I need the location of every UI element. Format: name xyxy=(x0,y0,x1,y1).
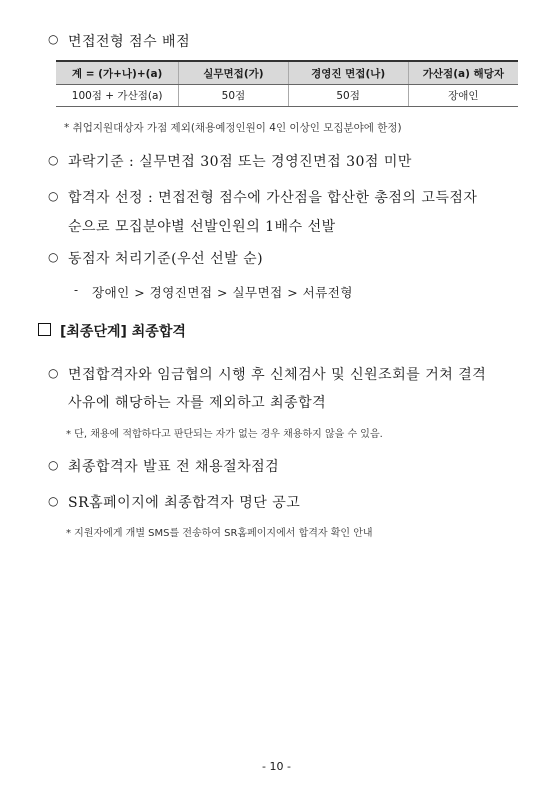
bullet-circle: ○ xyxy=(48,458,59,472)
table-cell: 장애인 xyxy=(408,85,518,107)
section-checkbox-icon xyxy=(38,323,51,336)
item-selection-line1: 합격자 선정 : 면접전형 점수에 가산점을 합산한 총점의 고득점자 xyxy=(68,190,478,206)
item-selection-line2: 순으로 모집분야별 선발인원의 1배수 선발 xyxy=(68,219,336,235)
item-announcement: SR홈페이지에 최종합격자 명단 공고 xyxy=(68,495,301,511)
note-sms-notice: * 지원자에게 개별 SMS를 전송하여 SR홈페이지에서 합격자 확인 안내 xyxy=(66,528,373,539)
table-cell: 50점 xyxy=(288,85,408,107)
bullet-circle: ○ xyxy=(48,366,59,380)
note-no-hire: * 단, 채용에 적합하다고 판단되는 자가 없는 경우 채용하지 않을 수 있음. xyxy=(66,429,383,440)
bullet-circle: ○ xyxy=(48,153,59,167)
bullet-circle: ○ xyxy=(48,494,59,508)
item-score-allocation: 면접전형 점수 배점 xyxy=(68,34,191,50)
table-header: 경영진 면접(나) xyxy=(288,61,408,85)
table-cell: 100점 + 가산점(a) xyxy=(56,85,179,107)
table-header-row xyxy=(56,61,518,85)
bullet-circle: ○ xyxy=(48,32,59,46)
item-tie-criteria: 동점자 처리기준(우선 선발 순) xyxy=(68,251,264,267)
page-number: - 10 - xyxy=(262,760,291,773)
bullet-circle: ○ xyxy=(48,250,59,264)
item-procedure-check: 최종합격자 발표 전 채용절차점검 xyxy=(68,459,280,475)
table-cell: 50점 xyxy=(179,85,288,107)
dash-marker: - xyxy=(74,283,79,297)
item-cutoff-criteria: 과락기준 : 실무면접 30점 또는 경영진면접 30점 미만 xyxy=(68,154,412,170)
tie-priority-order: 장애인 > 경영진면접 > 실무면접 > 서류전형 xyxy=(92,285,353,300)
note-bonus-exclusion: * 취업지원대상자 가점 제외(채용예정인원이 4인 이상인 모집분야에 한정) xyxy=(64,122,402,134)
score-table xyxy=(56,60,518,107)
section-title: [최종단계] 최종합격 xyxy=(60,324,186,340)
table-header: 계 = (가+나)+(a) xyxy=(56,61,179,85)
item-final-pass-line2: 사유에 해당하는 자를 제외하고 최종합격 xyxy=(68,395,327,411)
item-final-pass-line1: 면접합격자와 임금협의 시행 후 신체검사 및 신원조회를 거쳐 결격 xyxy=(68,367,487,383)
bullet-circle: ○ xyxy=(48,189,59,203)
table-header: 실무면접(가) xyxy=(179,61,288,85)
table-header: 가산점(a) 해당자 xyxy=(408,61,518,85)
table-row xyxy=(56,85,518,107)
